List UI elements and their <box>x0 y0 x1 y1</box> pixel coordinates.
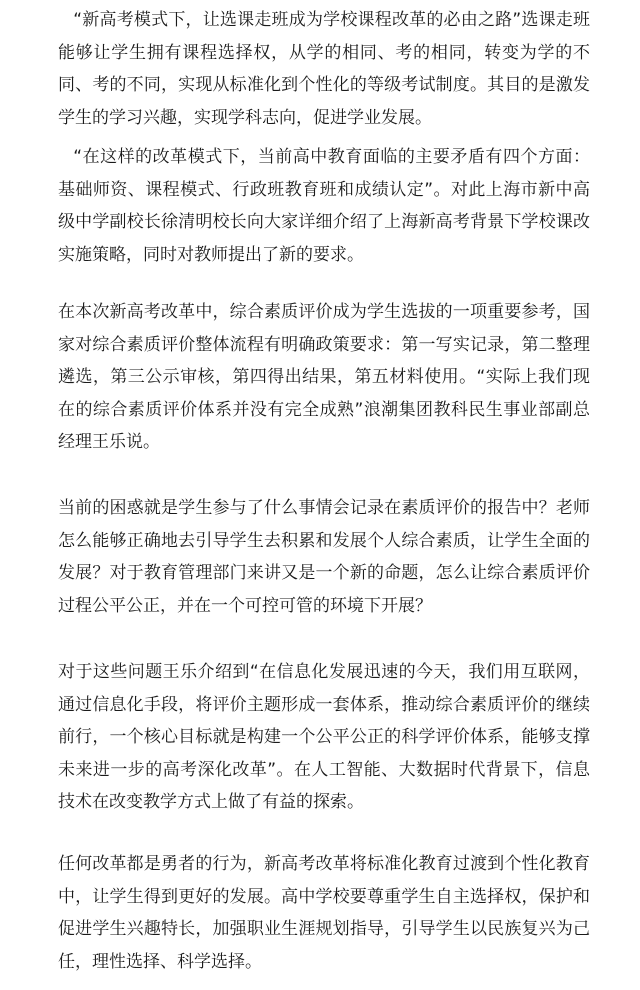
paragraph-informatization: 对于这些问题王乐介绍到“在信息化发展迅速的今天，我们用互联网，通过信息化手段，将评价主题形成一套体系，推动综合素质评价的继续前行，一个核心目标就是构建一个公平公正的科学评价体系，能够支撑未来进一步的高考深化改革”。在人工智能、大数据时代背景下，信息技术在改变教学方式上做了有益的探索。 <box>58 662 590 813</box>
paragraph-conclusion: 任何改革都是勇者的行为，新高考改革将标准化教育过渡到个性化教育中，让学生得到更好的发展。高中学校要尊重学生自主选择权，保护和促进学生兴趣特长，加强职业生涯规划指导，引导学生以民族复兴为己任，理性选择、科学选择。 <box>58 854 590 972</box>
paragraph-comprehensive-evaluation: 在本次新高考改革中，综合素质评价成为学生选拔的一项重要参考，国家对综合素质评价整体流程有明确政策要求：第一写实记录，第二整理遴选，第三公示审核，第四得出结果，第五材料使用。“实际上我们现在的综合素质评价体系并没有完全成熟”浪潮集团教科民生事业部副总经理王乐说。 <box>58 302 590 453</box>
paragraph-current-confusion: 当前的困惑就是学生参与了什么事情会记录在素质评价的报告中？老师怎么能够正确地去引导学生去积累和发展个人综合素质，让学生全面的发展？对于教育管理部门来讲又是一个新的命题，怎么让综合素质评价过程公平公正，并在一个可控可管的环境下开展？ <box>58 498 590 616</box>
paragraph-course-selection: “新高考模式下，让选课走班成为学校课程改革的必由之路”选课走班能够让学生拥有课程选择权，从学的相同、考的相同，转变为学的不同、考的不同，实现从标准化到个性化的等级考试制度。其目的是激发学生的学习兴趣，实现学科志向，促进学业发展。 <box>58 10 590 128</box>
paragraph-main-contradictions: “在这样的改革模式下，当前高中教育面临的主要矛盾有四个方面：基础师资、课程模式、行政班教育班和成绩认定”。对此上海市新中高级中学副校长徐清明校长向大家详细介绍了上海新高考背景下学校课改实施策略，同时对教师提出了新的要求。 <box>58 147 590 265</box>
